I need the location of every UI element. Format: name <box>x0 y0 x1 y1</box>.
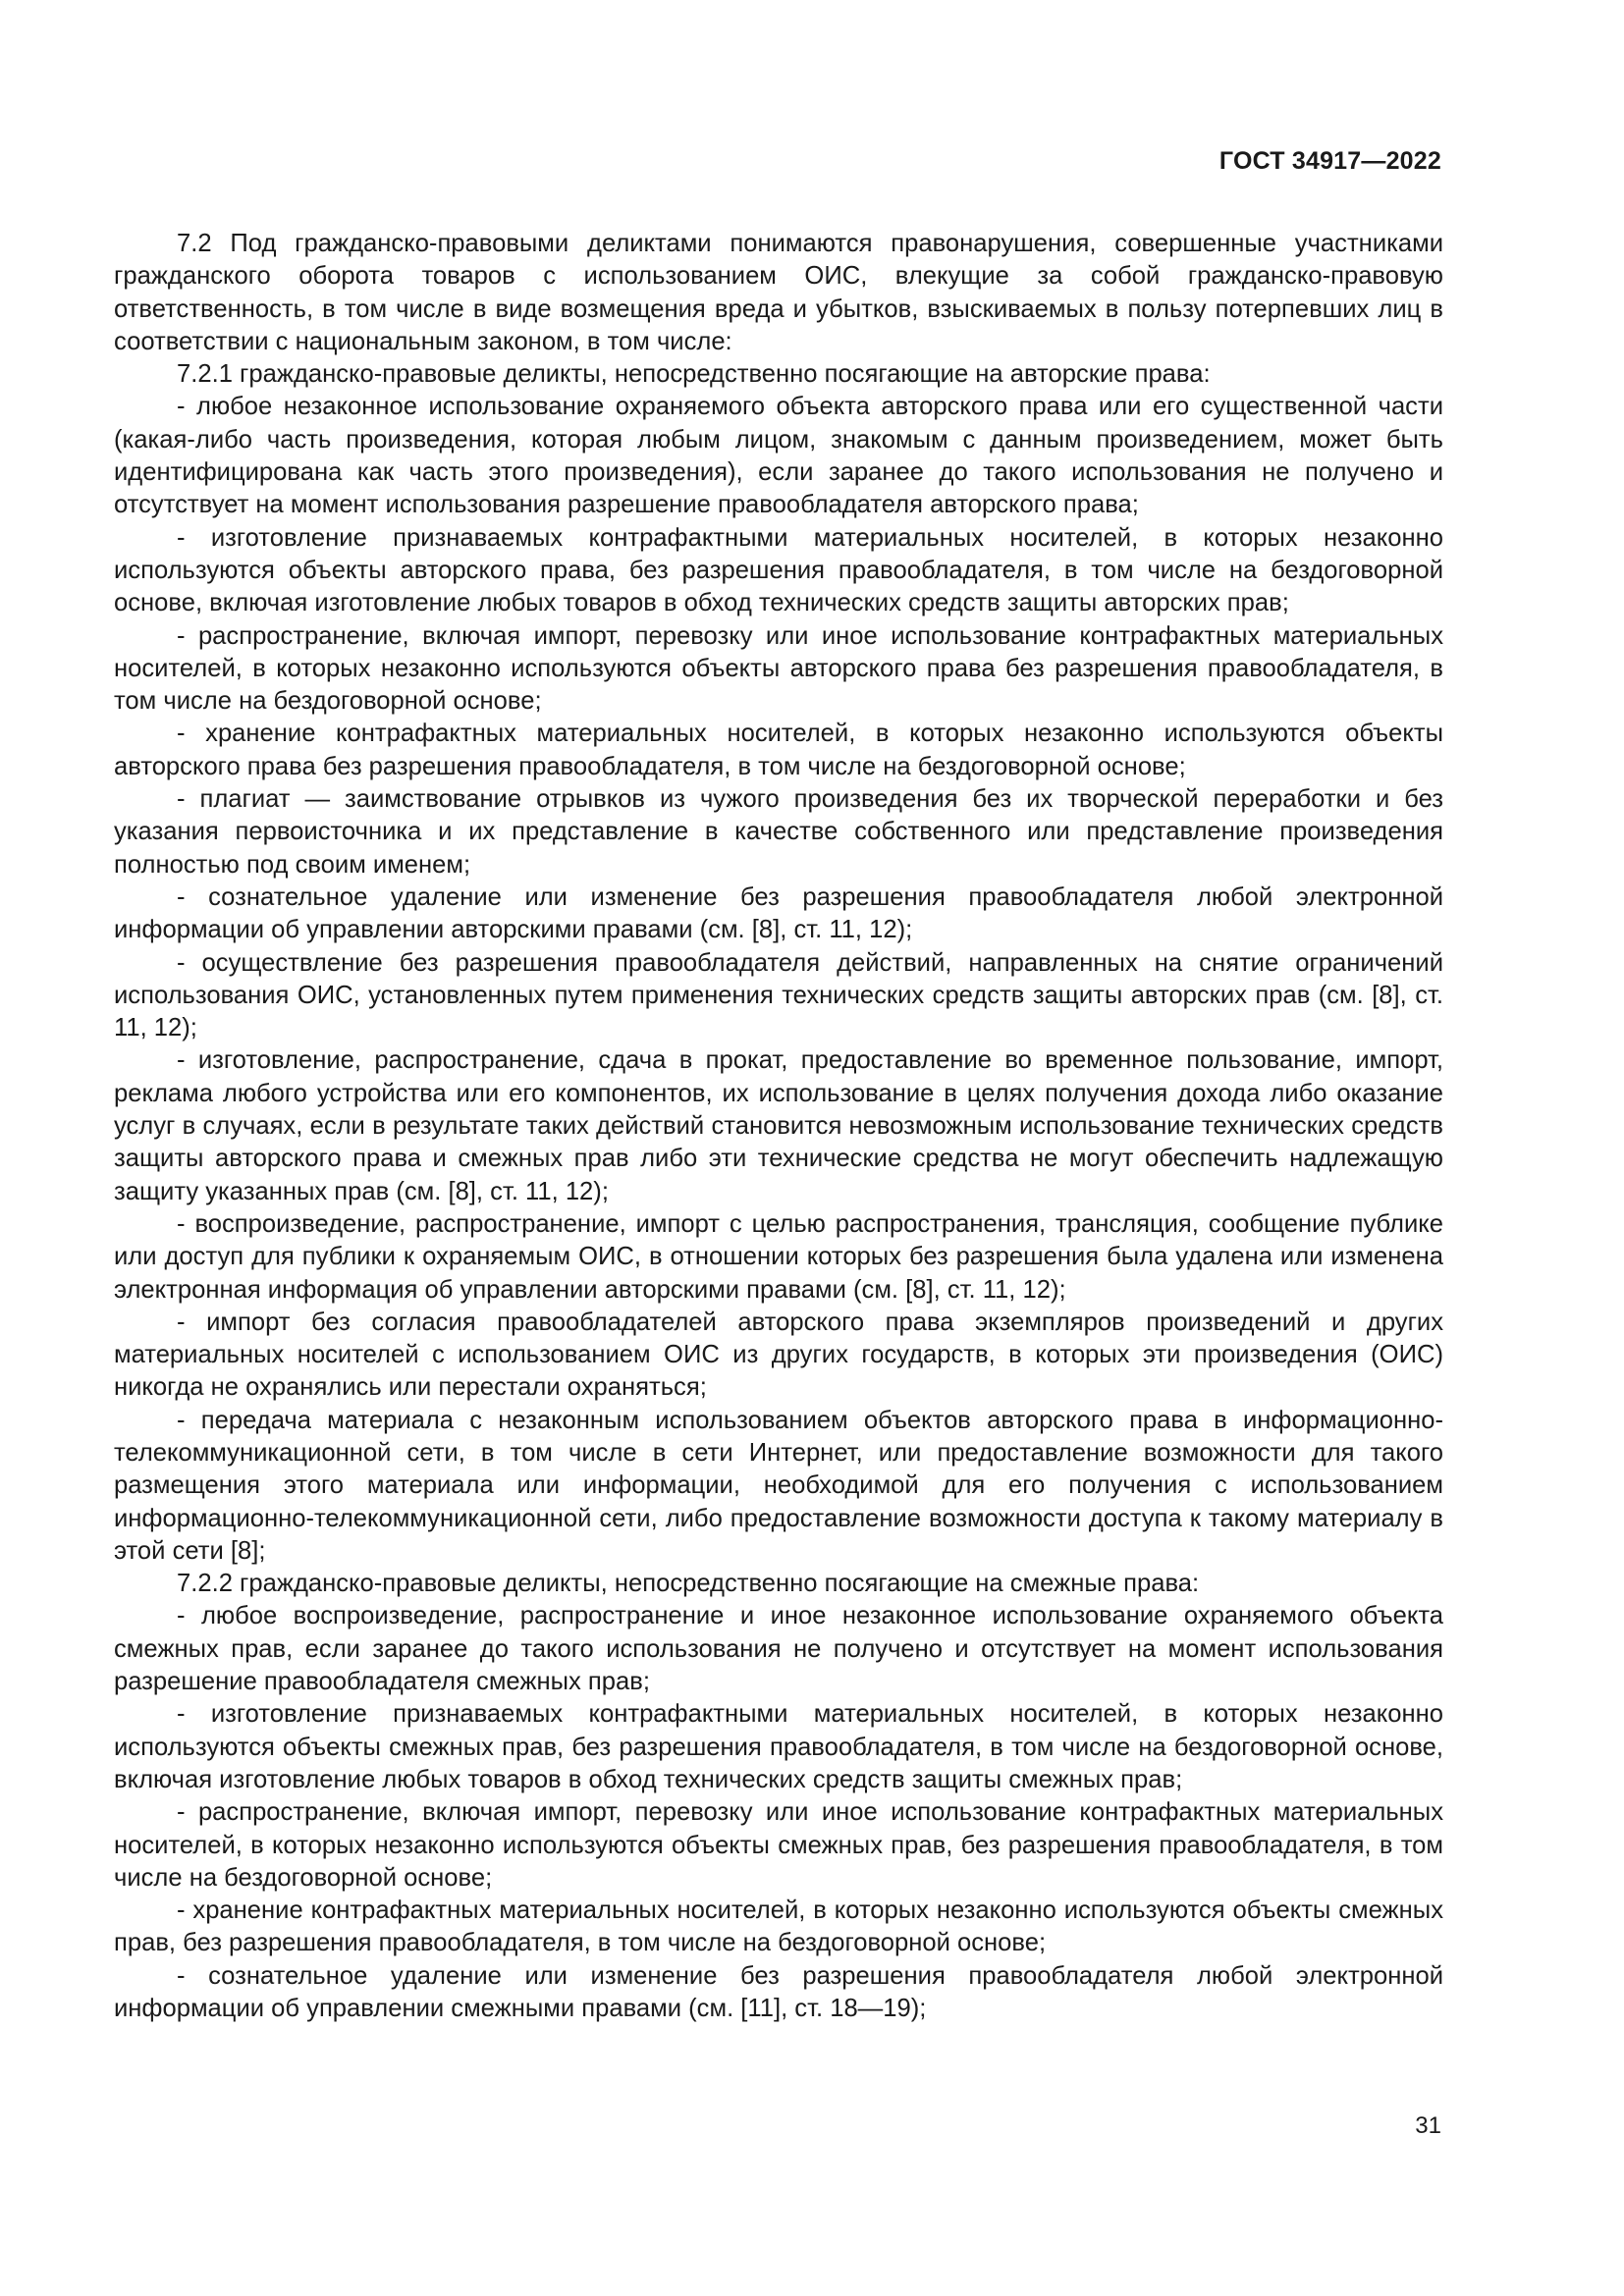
list-item: - изготовление признаваемых контрафактными материальных носителей, в которых незаконно используются объекты смежных прав, без разрешения правообладателя, в том числе на бездоговорной основе, включая изготовление любых товаров в обход технических средств защиты смежных прав; <box>114 1700 1443 1793</box>
list-item: - сознательное удаление или изменение без разрешения правообладателя любой электронной информации об управлении авторскими правами (см. [8], ст. 11, 12); <box>114 882 1443 944</box>
list-item: - любое воспроизведение, распространение и иное незаконное использование охраняемого объекта смежных прав, если заранее до такого использования не получено и отсутствует на момент использования разрешение правообладателя смежных прав; <box>114 1602 1443 1696</box>
paragraph: 7.2 Под гражданско-правовыми деликтами понимаются правонарушения, совершенные участниками гражданского оборота товаров с использованием ОИС, влекущие за собой гражданско-правовую ответственность, в том числе в виде возмещения вреда и убытков, взыскиваемых в пользу потерпевших лиц в соответствии с национальным законом, в том числе: <box>114 230 1443 355</box>
page-number: 31 <box>1415 2112 1441 2139</box>
list-item: - изготовление признаваемых контрафактными материальных носителей, в которых незаконно используются объекты авторского права, без разрешения правообладателя, в том числе на бездоговорной основе, включая изготовление любых товаров в обход технических средств защиты авторских прав; <box>114 523 1443 617</box>
list-item: - изготовление, распространение, сдача в прокат, предоставление во временное пользование, импорт, реклама любого устройства или его компонентов, их использование в целях получения дохода либо оказание услуг в случаях, если в результате таких действий становится невозможным использование технических средств защиты авторского права и смежных прав либо эти технические средства не могут обеспечить надлежащую защиту указанных прав (см. [8], ст. 11, 12); <box>114 1046 1443 1205</box>
paragraph: 7.2.2 гражданско-правовые деликты, непосредственно посягающие на смежные права: <box>177 1570 1200 1598</box>
document-body <box>114 228 1443 2025</box>
list-item: - хранение контрафактных материальных носителей, в которых незаконно используются объекты авторского права без разрешения правообладателя, в том числе на бездоговорной основе; <box>114 720 1443 780</box>
list-item: - любое незаконное использование охраняемого объекта авторского права или его существенной части (какая-либо часть произведения, которая любым лицом, знакомым с данным произведением, может быть идентифицирована как часть этого произведения), если заранее до такого использования не получено и отсутствует на момент использования разрешение правообладателя авторского права; <box>114 393 1443 519</box>
list-item: - осуществление без разрешения правообладателя действий, направленных на снятие ограничений использования ОИС, установленных путем применения технических средств защиты авторских прав (см. [8], ст. 11, 12); <box>114 948 1443 1042</box>
paragraph: 7.2.1 гражданско-правовые деликты, непосредственно посягающие на авторские права: <box>177 360 1211 389</box>
list-item: - передача материала с незаконным использованием объектов авторского права в информационно-телекоммуникационной сети, в том числе в сети Интернет, или предоставление возможности для такого размещения этого материала или информации, необходимой для его получения с использованием информационно-телекоммуникационной сети, либо предоставление возможности доступа к такому материалу в этой сети [8]; <box>114 1406 1443 1565</box>
list-item: - сознательное удаление или изменение без разрешения правообладателя любой электронной информации об управлении смежными правами (см. [11], ст. 18—19); <box>114 1961 1443 2023</box>
list-item: - распространение, включая импорт, перевозку или иное использование контрафактных материальных носителей, в которых незаконно используются объекты авторского права без разрешения правообладателя, в том числе на бездоговорной основе; <box>114 621 1443 716</box>
list-item: - импорт без согласия правообладателей авторского права экземпляров произведений и других материальных носителей с использованием ОИС из других государств, в которых эти произведения (ОИС) никогда не охранялись или перестали охраняться; <box>114 1308 1443 1402</box>
list-item: - хранение контрафактных материальных носителей, в которых незаконно используются объекты смежных прав, без разрешения правообладателя, в том числе на бездоговорной основе; <box>114 1896 1443 1957</box>
list-item: - воспроизведение, распространение, импорт с целью распространения, трансляция, сообщение публике или доступ для публики к охраняемым ОИС, в отношении которых без разрешения была удалена или изменена электронная информация об управлении авторскими правами (см. [8], ст. 11, 12); <box>114 1209 1443 1304</box>
list-item: - распространение, включая импорт, перевозку или иное использование контрафактных материальных носителей, в которых незаконно используются объекты смежных прав, без разрешения правообладателя, в том числе на бездоговорной основе; <box>114 1798 1443 1892</box>
list-item: - плагиат — заимствование отрывков из чужого произведения без их творческой переработки и без указания первоисточника и их представление в качестве собственного или представление произведения полностью под своим именем; <box>114 785 1443 879</box>
document-header-id: ГОСТ 34917—2022 <box>1218 147 1441 175</box>
